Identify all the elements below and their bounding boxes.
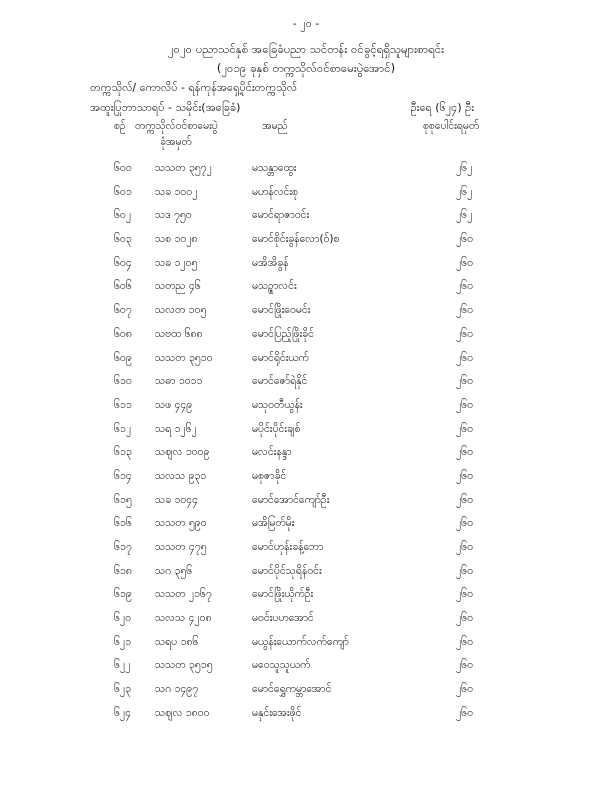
student-name: မစုဇာခိုင် (252, 469, 287, 482)
total-score: ၂၆၀ (456, 375, 473, 388)
total-score: ၂၆၂ (456, 185, 473, 198)
column-header-reg: တက္ကသိုလ်ဝင်စာမေးပွဲ (135, 120, 218, 132)
exam-seat-number: သသတ ၃၅၇၂ (155, 162, 212, 174)
document-title: ၂၀၂၀ ပညာသင်နှစ် အခြေခံပညာ သင်တန်း ဝင်ခွင့်ရရှိသူများစာရင်း (167, 42, 445, 56)
total-score: ၂၆၀ (456, 304, 473, 317)
table-row (0, 468, 612, 492)
student-name: မောင်ဖြိုးဝေမင်း (252, 304, 311, 317)
student-name: မဝင်းပဟအောင် (252, 612, 314, 625)
table-row (0, 610, 612, 634)
student-name: မအိအိခွန် (252, 256, 289, 269)
student-name: မောင်ရွှေကမ္ဘာအောင် (252, 683, 332, 696)
total-score: ၂၆၀ (456, 541, 473, 553)
row-number: ၆၁၁ (114, 398, 132, 411)
exam-seat-number: သသတ ၃၅၁၀ (155, 351, 213, 364)
exam-seat-number: သသတ ၂၁၆၇ (155, 588, 212, 601)
total-score: ၂၆၀ (456, 327, 473, 340)
exam-seat-number: သဗထ ၆၈၈ (155, 327, 203, 340)
total-score: ၂၆၂ (456, 209, 473, 222)
row-number: ၆၂၄ (114, 706, 131, 719)
total-score: ၂၆၀ (456, 256, 473, 269)
row-number: ၆၁၇ (114, 541, 132, 553)
row-number: ၆၀၄ (114, 256, 132, 269)
student-name: မောင်ပိုင်သုရိန်ဝင်း (252, 564, 322, 577)
document-subtitle: (၂၀၁၉ ခုနှစ် တက္ကသိုလ်ဝင်စာမေးပွဲအောင်) (216, 61, 396, 75)
student-name: မနှင်းအေးဖိုင် (252, 706, 302, 719)
table-row (0, 373, 612, 397)
total-score: ၂၆၂ (456, 162, 473, 174)
total-score: ၂၆၀ (456, 398, 473, 411)
exam-seat-number: သလတ ၁၀၅ (155, 304, 207, 317)
table-row (0, 231, 612, 255)
student-name: မသန္တာထွေး (252, 162, 297, 174)
column-header-score: စုစုပေါင်းရမှတ် (423, 120, 480, 132)
total-score: ၂၆၀ (456, 564, 473, 577)
table-row (0, 160, 612, 184)
student-name: မအိမြတ်မိုး (252, 517, 295, 530)
exam-seat-number: သရပ ၁၈၆ (155, 635, 199, 648)
table-row (0, 255, 612, 279)
row-number: ၆၀၂ (114, 209, 131, 222)
total-score: ၂၆၀ (456, 469, 473, 482)
total-score: ၂၆၀ (456, 351, 473, 364)
table-row (0, 515, 612, 539)
university-line: တက္ကသိုလ်/ ကောလိပ် - ရန်ကုန်အရှေ့ပိုင်းတက္ကသိုလ် (90, 81, 298, 94)
column-header-no: စဉ် (114, 120, 126, 132)
student-name: မသဉ္စာလင်း (252, 280, 297, 293)
total-score: ၂၆၀ (456, 446, 473, 459)
table-row (0, 421, 612, 445)
student-name: မသုဝတီယွန်း (252, 398, 303, 411)
student-name: မောင်ပြည့်ဖြိုးခိုင် (252, 327, 314, 340)
student-name: မောင်စိုင်းခွန်လော(ဝ်)စ (252, 233, 340, 246)
student-name: မောင်ရာဇာဝင်း (252, 209, 310, 222)
table-row (0, 350, 612, 374)
row-number: ၆၁၉ (114, 588, 132, 601)
table-row (0, 705, 612, 729)
row-number: ၆၂၁ (114, 635, 131, 648)
exam-seat-number: သတည ၄၆ (155, 280, 201, 293)
total-score: ၂၆၀ (456, 280, 473, 293)
student-name: မပိုင်းပိုင်းချစ် (252, 422, 301, 435)
row-number: ၆၀၈ (114, 327, 132, 340)
total-score: ၂၆၀ (456, 493, 473, 506)
student-name: မောင်အောင်ကျော်ဦး (252, 493, 330, 506)
page-number: - ၂၀ - (292, 17, 320, 30)
total-score: ၂၆၀ (456, 706, 473, 719)
exam-seat-number: သဂ ၃၅၆ (155, 564, 193, 577)
exam-seat-number: သသတ ၅၉၀ (155, 517, 207, 530)
table-row (0, 184, 612, 208)
total-score: ၂၆၀ (456, 517, 473, 530)
table-row (0, 397, 612, 421)
row-number: ၆၂၃ (114, 683, 131, 696)
exam-seat-number: သဈလ ၁၈၀၀ (155, 706, 210, 719)
row-number: ၆၀၆ (114, 280, 132, 293)
exam-seat-number: သစ ၁၀၂၈ (155, 233, 198, 246)
exam-seat-number: သဖ ၄၄၉ (155, 398, 193, 411)
row-number: ၆၁၈ (114, 564, 132, 577)
row-number: ၆၁၃ (114, 446, 132, 459)
exam-seat-number: သလသ ၉၃၁ (155, 469, 207, 482)
table-row (0, 492, 612, 516)
title-block (0, 40, 612, 78)
table-row (0, 444, 612, 468)
exam-seat-number: သလသ ၄၂၀၈ (155, 612, 212, 625)
row-number: ၆၁၀ (114, 375, 132, 388)
row-number: ၆၀၉ (114, 351, 132, 364)
row-number: ၆၀၁ (114, 185, 132, 198)
exam-seat-number: သဒ ၇၅၀ (155, 209, 192, 222)
table-row (0, 681, 612, 705)
total-score: ၂၆၀ (456, 588, 473, 601)
table-row (0, 302, 612, 326)
exam-seat-number: သသတ ၃၅၁၅ (155, 659, 213, 672)
row-number: ၆၀၀ (114, 162, 132, 174)
table-row (0, 207, 612, 231)
subject-line: အထူးပြုဘာသာရပ် - သမိုင်း(အခြေခံ) (90, 101, 241, 114)
exam-seat-number: သခ ၁၂၀၅ (155, 256, 198, 269)
table-row (0, 657, 612, 681)
row-number: ၆၁၂ (114, 422, 131, 435)
student-name: မောင်ဇော်ရဲနိုင် (252, 375, 308, 388)
table-row (0, 586, 612, 610)
results-table (0, 160, 612, 729)
table-row (0, 539, 612, 563)
row-number: ၆၀၇ (114, 304, 132, 317)
exam-seat-number: သခ ၁၀၀၂ (155, 185, 198, 198)
student-name: မယွန်းယောက်လက်ကျော် (252, 635, 349, 648)
student-name: မဝေသူသူယက် (252, 659, 311, 672)
total-score: ၂၆၀ (456, 683, 473, 696)
column-header-name: အမည် (262, 120, 288, 132)
exam-seat-number: သခ ၁၀၄၄ (155, 493, 199, 506)
row-number: ၆၁၆ (114, 517, 132, 530)
table-row (0, 563, 612, 587)
exam-seat-number: သဈလ ၁၀၀၉ (155, 446, 210, 459)
table-row (0, 278, 612, 302)
exam-seat-number: သဓာ ၁၀၁၁ (155, 375, 203, 388)
total-score: ၂၆၀ (456, 233, 473, 246)
row-number: ၆၁၅ (114, 493, 132, 506)
total-count: ဦးရေ (၆၂၄) ဦး (410, 101, 474, 114)
student-name: မောင်ရိုင်းယက် (252, 351, 309, 364)
row-number: ၆၂၀ (114, 612, 131, 625)
total-score: ၂၆၀ (456, 612, 473, 625)
total-score: ၂၆၀ (456, 659, 473, 672)
student-name: မောင်ဟုန်းခန့်ဘော (252, 541, 324, 553)
row-number: ၆၀၃ (114, 233, 132, 246)
student-name: မဟန်လင်းစု (252, 185, 298, 198)
total-score: ၂၆၀ (456, 422, 473, 435)
row-number: ၆၁၄ (114, 469, 132, 482)
exam-seat-number: သရ ၁၂၆၂ (155, 422, 197, 435)
table-row (0, 634, 612, 658)
total-score: ၂၆၀ (456, 635, 473, 648)
student-name: မောင်ဖြိုးယိုက်ဦး (252, 588, 314, 601)
table-row (0, 326, 612, 350)
exam-seat-number: သသတ ၄၇၅ (155, 541, 207, 553)
row-number: ၆၂၂ (114, 659, 131, 672)
column-header-reg-sub: ခုံအမှတ် (160, 136, 192, 148)
student-name: မလင်းနန္ဒာ (252, 446, 292, 459)
exam-seat-number: သဂ ၁၄၉၇ (155, 683, 199, 696)
